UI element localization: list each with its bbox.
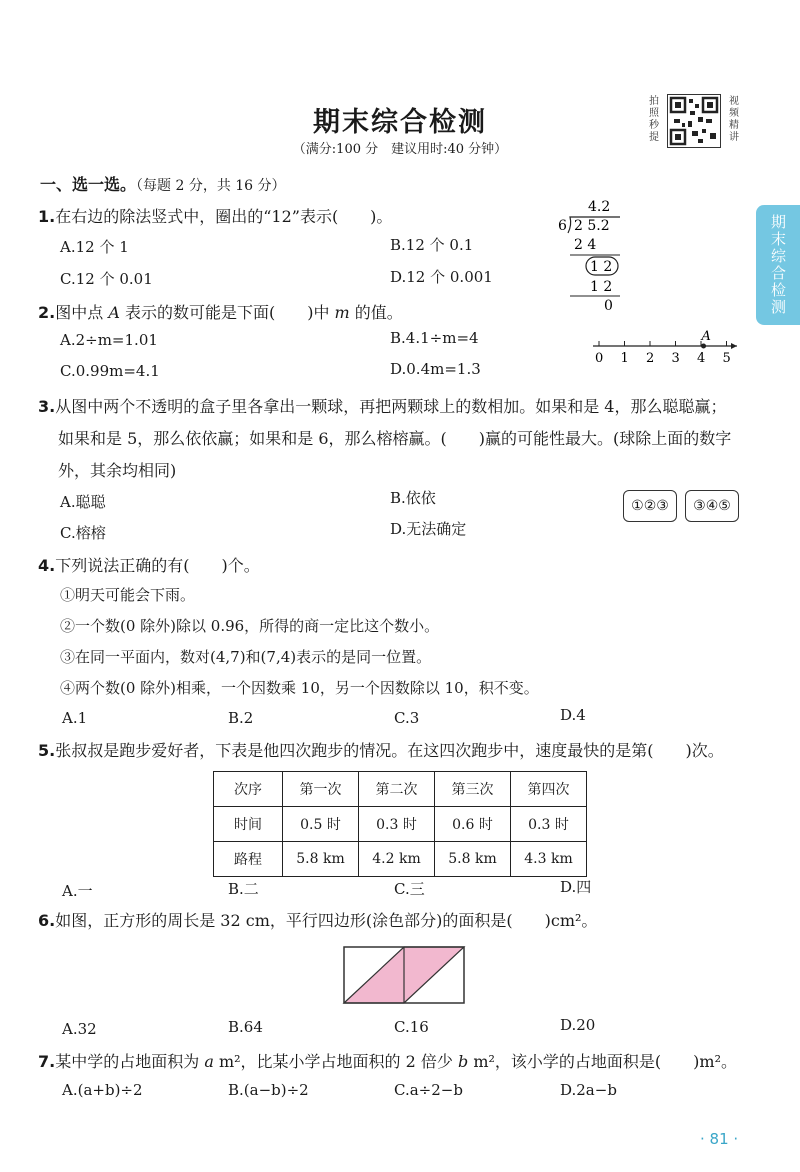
question-3 (38, 394, 727, 417)
number-line-tick-label: 4 (697, 351, 706, 366)
q2-option-a[interactable]: A.2÷m=1.01 (60, 331, 158, 349)
table-cell: 0.5 时 (283, 807, 359, 842)
division-remainder: 0 (604, 298, 613, 314)
table-row (214, 842, 587, 877)
q6-option-a[interactable]: A.32 (62, 1020, 97, 1038)
question-6 (38, 908, 597, 931)
table-header-cell: 第三次 (435, 772, 511, 807)
q1-option-b[interactable]: B.12 个 0.1 (390, 236, 474, 254)
question-number: 7. (38, 1052, 56, 1071)
q2-option-d[interactable]: D.0.4m=1.3 (390, 360, 481, 378)
q6-option-c[interactable]: C.16 (394, 1018, 429, 1036)
point-a-marker (701, 344, 706, 349)
running-table (213, 771, 587, 877)
question-3-line2: 如果和是 5，那么依依赢；如果和是 6，那么榕榕赢。( )赢的可能性最大。(球除上面的数字 (58, 429, 732, 448)
number-line-arrow (731, 343, 737, 349)
table-row (214, 807, 587, 842)
division-step1: 2 4 (574, 237, 597, 253)
q1-option-c[interactable]: C.12 个 0.01 (60, 270, 153, 288)
number-line (585, 330, 745, 370)
section-points: （每题 2 分，共 16 分） (136, 178, 286, 194)
page-subtitle: （满分:100 分 建议用时:40 分钟） (292, 142, 508, 157)
question-number: 2. (38, 303, 56, 322)
var-m: m (334, 303, 350, 322)
section-title (40, 172, 286, 195)
ball-box-1: ①②③ (623, 490, 677, 522)
side-tab[interactable]: 期末综合检测 (756, 205, 800, 325)
q4-option-c[interactable]: C.3 (394, 709, 420, 727)
q4-statement-2: ②一个数(0 除外)除以 0.96，所得的商一定比这个数小。 (60, 617, 440, 635)
question-text: 表示的数可能是下面( )中 (119, 303, 335, 322)
question-text: 某中学的占地面积为 (55, 1052, 205, 1071)
question-4 (38, 553, 260, 576)
division-quotient: 4.2 (588, 199, 611, 215)
table-cell: 5.8 km (435, 842, 511, 877)
question-text: m²，该小学的占地面积是( )m²。 (468, 1052, 737, 1071)
question-text: 的值。 (349, 303, 403, 322)
question-number: 5. (38, 741, 56, 760)
question-number: 3. (38, 397, 56, 416)
qr-caption-right: 视频精讲 (729, 96, 739, 143)
var-a: A (108, 303, 120, 322)
division-step2: 1 2 (590, 279, 613, 295)
var-a: a (204, 1052, 214, 1071)
page-number: · 81 · (700, 1130, 739, 1148)
q7-option-c[interactable]: C.a÷2−b (394, 1081, 463, 1099)
point-a-label: A (701, 330, 711, 344)
q4-statement-1: ①明天可能会下雨。 (60, 586, 196, 604)
q3-option-c[interactable]: C.榕榕 (60, 524, 106, 542)
question-2 (38, 300, 403, 323)
q4-option-a[interactable]: A.1 (62, 709, 88, 727)
q1-option-d[interactable]: D.12 个 0.001 (390, 268, 493, 286)
q5-option-d[interactable]: D.四 (560, 878, 592, 896)
q2-option-b[interactable]: B.4.1÷m=4 (390, 329, 479, 347)
section-label: 一、选一选。 (40, 175, 137, 194)
table-cell: 时间 (214, 807, 283, 842)
table-cell: 5.8 km (283, 842, 359, 877)
table-cell: 路程 (214, 842, 283, 877)
question-3-line3: 外，其余均相同) (58, 461, 177, 480)
number-line-tick-label: 1 (620, 351, 629, 366)
q4-option-b[interactable]: B.2 (228, 709, 254, 727)
q3-option-b[interactable]: B.依依 (390, 489, 436, 507)
square-parallelogram-figure (340, 943, 470, 1008)
number-line-tick-label: 3 (671, 351, 680, 366)
number-line-tick-label: 0 (595, 351, 604, 366)
table-cell: 0.6 时 (435, 807, 511, 842)
question-text: 如图，正方形的周长是 32 cm，平行四边形(涂色部分)的面积是( )cm²。 (55, 911, 598, 930)
qr-code-icon[interactable] (667, 94, 721, 148)
question-text: 从图中两个不透明的盒子里各拿出一颗球，再把两颗球上的数相加。如果和是 4，那么聪聪赢； (55, 397, 727, 416)
var-b: b (457, 1052, 469, 1071)
question-5 (38, 738, 724, 761)
table-header-row (214, 772, 587, 807)
page-title: 期末综合检测 (313, 107, 487, 138)
q5-option-c[interactable]: C.三 (394, 880, 425, 898)
table-cell: 4.3 km (511, 842, 587, 877)
qr-caption-left: 拍照秒提 (649, 96, 659, 143)
question-number: 4. (38, 556, 56, 575)
question-number: 1. (38, 207, 56, 226)
q5-option-a[interactable]: A.一 (62, 882, 93, 900)
question-number: 6. (38, 911, 56, 930)
q1-option-a[interactable]: A.12 个 1 (60, 238, 129, 256)
division-divisor: 6 (558, 218, 567, 234)
q6-option-d[interactable]: D.20 (560, 1016, 596, 1034)
q2-option-c[interactable]: C.0.99m=4.1 (60, 362, 160, 380)
question-text: 张叔叔是跑步爱好者，下表是他四次跑步的情况。在这四次跑步中，速度最快的是第( )次。 (55, 741, 724, 760)
table-header-cell: 第二次 (359, 772, 435, 807)
q7-option-a[interactable]: A.(a+b)÷2 (62, 1081, 143, 1099)
table-cell: 0.3 时 (359, 807, 435, 842)
q3-option-a[interactable]: A.聪聪 (60, 493, 106, 511)
table-header-cell: 第一次 (283, 772, 359, 807)
question-1 (38, 204, 392, 227)
q4-statement-4: ④两个数(0 除外)相乘，一个因数乘 10，另一个因数除以 10，积不变。 (60, 679, 539, 697)
q5-option-b[interactable]: B.二 (228, 880, 259, 898)
table-header-cell: 次序 (214, 772, 283, 807)
q4-option-d[interactable]: D.4 (560, 706, 586, 724)
division-dividend: 2 5.2 (574, 218, 610, 234)
q4-statement-3: ③在同一平面内，数对(4,7)和(7,4)表示的是同一位置。 (60, 648, 432, 666)
question-7 (38, 1049, 737, 1072)
q3-option-d[interactable]: D.无法确定 (390, 520, 467, 538)
division-circled: 1 2 (590, 259, 613, 275)
number-line-tick-label: 2 (646, 351, 655, 366)
table-header-cell: 第四次 (511, 772, 587, 807)
q6-option-b[interactable]: B.64 (228, 1018, 263, 1036)
q7-option-b[interactable]: B.(a−b)÷2 (228, 1081, 309, 1099)
question-text: 下列说法正确的有( )个。 (55, 556, 260, 575)
question-text: 图中点 (55, 303, 109, 322)
number-line-tick-label: 5 (722, 351, 731, 366)
question-text: 在右边的除法竖式中，圈出的“12”表示( )。 (55, 207, 393, 226)
q7-option-d[interactable]: D.2a−b (560, 1081, 617, 1099)
qr-block (645, 90, 745, 150)
table-cell: 0.3 时 (511, 807, 587, 842)
table-cell: 4.2 km (359, 842, 435, 877)
question-text: m²，比某小学占地面积的 2 倍少 (213, 1052, 458, 1071)
long-division-diagram (550, 195, 640, 315)
ball-box-2: ③④⑤ (685, 490, 739, 522)
